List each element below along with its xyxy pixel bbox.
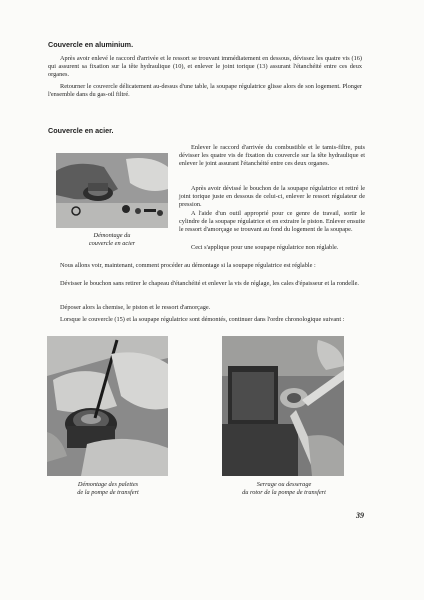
figure-caption-couvercle xyxy=(56,232,168,248)
figure-caption-palettes xyxy=(40,481,176,497)
photo-serrage-rotor xyxy=(222,336,344,476)
paragraph: Ceci s'applique pour une soupape régulatrice non réglable. xyxy=(191,244,339,251)
paragraph: Déposer alors la chemise, le piston et le ressort d'amorçage. xyxy=(60,304,211,311)
paragraph: Lorsque le couvercle (15) et la soupape régulatrice sont démontés, continuer dans l'ordre chronologique suivant : xyxy=(60,316,345,323)
heading-aluminium: Couvercle en aluminium. xyxy=(48,40,134,49)
paragraph: Après avoir enlevé le raccord d'arrivée et le ressort se trouvant immédiatement en dessous, dévissez les quatre vis (16) qui assurent sa fixation sur la tête hydraulique (10), et enlever le joint torique (13) assurant l'étanchéité entre ces deux organes. xyxy=(48,55,362,79)
caption-line: Démontage des palettes xyxy=(77,481,139,488)
photo-couvercle-acier-drawing xyxy=(56,153,168,228)
page-number: 39 xyxy=(356,511,364,520)
paragraph: Dévisser le bouchon sans retirer le chapeau d'étanchéité et enlever la vis de réglage, les cales d'épaisseur et la rondelle. xyxy=(60,280,359,287)
caption-line: de la pompe de transfert xyxy=(77,489,139,496)
caption-line: du rotor de la pompe de transfert xyxy=(242,489,326,496)
paragraph: Nous allons voir, maintenant, comment procéder au démontage si la soupape régulatrice est réglable : xyxy=(60,262,316,269)
paragraph: Après avoir dévissé le bouchon de la soupape régulatrice et retiré le joint torique juste en dessous de celui-ci, enlever le ressort régulateur de pression. xyxy=(179,185,365,209)
photo-palettes-drawing xyxy=(47,336,168,476)
paragraph: Retourner le couvercle délicatement au-dessus d'une table, la soupape régulatrice glisse alors de son logement. Plonger l'ensemble dans du gas-oil filtré. xyxy=(48,83,362,99)
paragraph: A l'aide d'un outil approprié pour ce genre de travail, sortir le cylindre de la soupape régulatrice et en extraire le piston. Enlever ensuite le ressort d'amorçage se trouvant au fond du logement de la soupape. xyxy=(179,210,365,234)
photo-demontage-palettes xyxy=(47,336,168,476)
caption-line: Serrage ou desserage xyxy=(256,481,312,488)
figure-caption-rotor xyxy=(214,481,354,497)
caption-line: Démontage du xyxy=(93,232,131,239)
heading-acier: Couvercle en acier. xyxy=(48,126,114,135)
photo-rotor-drawing xyxy=(222,336,344,476)
paragraph: Enlever le raccord d'arrivée du combustible et le tamis-filtre, puis dévisser les quatre vis de fixation du couvercle sur la tête hydraulique et enlever le joint assurant l'étanchéité entre ces deux organes. xyxy=(179,144,365,168)
photo-couvercle-acier xyxy=(56,153,168,228)
caption-line: couvercle en acier xyxy=(88,240,136,247)
